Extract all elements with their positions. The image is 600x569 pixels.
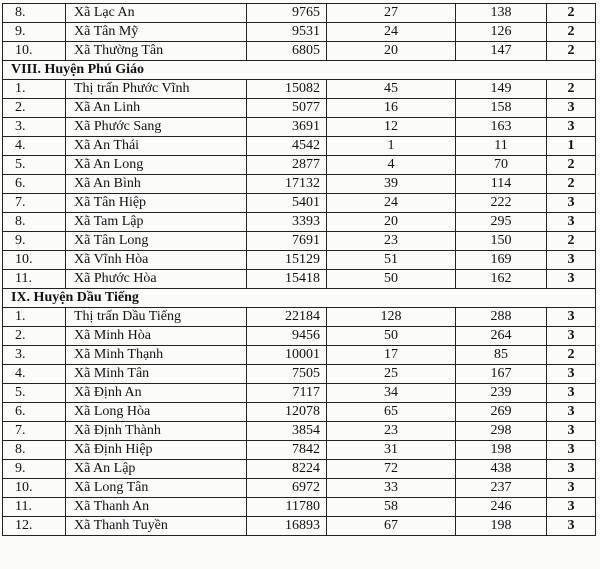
commune-name: Xã Định An: [66, 384, 247, 403]
value-col-2: 39: [327, 175, 456, 194]
value-col-3: 269: [456, 403, 547, 422]
table-row: [3, 99, 596, 118]
value-col-3: 70: [456, 156, 547, 175]
value-col-3: 114: [456, 175, 547, 194]
category-col: 3: [547, 441, 596, 460]
value-col-2: 23: [327, 232, 456, 251]
value-col-3: 298: [456, 422, 547, 441]
value-col-1: 10001: [247, 346, 327, 365]
row-number: 11.: [3, 498, 66, 517]
table-row: [3, 403, 596, 422]
value-col-2: 67: [327, 517, 456, 536]
row-number: 10.: [3, 42, 66, 61]
category-col: 2: [547, 4, 596, 23]
row-number: 1.: [3, 80, 66, 99]
section-title: IX. Huyện Dầu Tiếng: [3, 289, 596, 308]
commune-name: Xã Tân Long: [66, 232, 247, 251]
row-number: 9.: [3, 460, 66, 479]
commune-name: Thị trấn Dầu Tiếng: [66, 308, 247, 327]
value-col-2: 1: [327, 137, 456, 156]
value-col-3: 147: [456, 42, 547, 61]
row-number: 8.: [3, 441, 66, 460]
value-col-1: 3393: [247, 213, 327, 232]
commune-name: Xã An Bình: [66, 175, 247, 194]
value-col-3: 239: [456, 384, 547, 403]
value-col-3: 169: [456, 251, 547, 270]
value-col-1: 6805: [247, 42, 327, 61]
value-col-2: 25: [327, 365, 456, 384]
value-col-3: 11: [456, 137, 547, 156]
table-row: [3, 251, 596, 270]
row-number: 2.: [3, 327, 66, 346]
row-number: 6.: [3, 403, 66, 422]
value-col-2: 24: [327, 23, 456, 42]
row-number: 10.: [3, 251, 66, 270]
value-col-1: 9765: [247, 4, 327, 23]
table-row: [3, 80, 596, 99]
value-col-1: 7117: [247, 384, 327, 403]
table-body: [3, 4, 596, 536]
table-row: [3, 327, 596, 346]
value-col-1: 3854: [247, 422, 327, 441]
row-number: 9.: [3, 232, 66, 251]
value-col-3: 237: [456, 479, 547, 498]
value-col-1: 7505: [247, 365, 327, 384]
table-row: [3, 42, 596, 61]
commune-name: Xã Long Tân: [66, 479, 247, 498]
category-col: 3: [547, 213, 596, 232]
row-number: 8.: [3, 4, 66, 23]
row-number: 3.: [3, 118, 66, 137]
commune-name: Xã Tân Hiệp: [66, 194, 247, 213]
commune-name: Xã An Linh: [66, 99, 247, 118]
row-number: 8.: [3, 213, 66, 232]
category-col: 2: [547, 175, 596, 194]
value-col-2: 20: [327, 213, 456, 232]
table-row: [3, 479, 596, 498]
row-number: 2.: [3, 99, 66, 118]
category-col: 3: [547, 327, 596, 346]
value-col-3: 162: [456, 270, 547, 289]
value-col-3: 85: [456, 346, 547, 365]
value-col-3: 149: [456, 80, 547, 99]
category-col: 3: [547, 194, 596, 213]
table-row: [3, 517, 596, 536]
row-number: 1.: [3, 308, 66, 327]
category-col: 3: [547, 479, 596, 498]
row-number: 10.: [3, 479, 66, 498]
value-col-3: 222: [456, 194, 547, 213]
table-row: [3, 308, 596, 327]
commune-name: Xã Định Hiệp: [66, 441, 247, 460]
value-col-1: 4542: [247, 137, 327, 156]
value-col-2: 50: [327, 327, 456, 346]
table-row: [3, 175, 596, 194]
category-col: 3: [547, 270, 596, 289]
category-col: 3: [547, 384, 596, 403]
value-col-1: 15082: [247, 80, 327, 99]
value-col-3: 126: [456, 23, 547, 42]
value-col-2: 58: [327, 498, 456, 517]
category-col: 3: [547, 99, 596, 118]
table-row: [3, 118, 596, 137]
category-col: 3: [547, 498, 596, 517]
row-number: 9.: [3, 23, 66, 42]
commune-name: Thị trấn Phước Vĩnh: [66, 80, 247, 99]
value-col-1: 5077: [247, 99, 327, 118]
value-col-1: 2877: [247, 156, 327, 175]
row-number: 3.: [3, 346, 66, 365]
value-col-2: 72: [327, 460, 456, 479]
row-number: 7.: [3, 422, 66, 441]
commune-name: Xã Phước Hòa: [66, 270, 247, 289]
value-col-2: 34: [327, 384, 456, 403]
value-col-1: 5401: [247, 194, 327, 213]
commune-name: Xã Lạc An: [66, 4, 247, 23]
value-col-2: 16: [327, 99, 456, 118]
value-col-3: 167: [456, 365, 547, 384]
value-col-3: 150: [456, 232, 547, 251]
value-col-2: 33: [327, 479, 456, 498]
value-col-3: 264: [456, 327, 547, 346]
value-col-3: 158: [456, 99, 547, 118]
category-col: 2: [547, 156, 596, 175]
value-col-2: 17: [327, 346, 456, 365]
value-col-1: 11780: [247, 498, 327, 517]
commune-name: Xã Thanh An: [66, 498, 247, 517]
section-header-row: [3, 289, 596, 308]
value-col-3: 295: [456, 213, 547, 232]
category-col: 2: [547, 42, 596, 61]
commune-name: Xã Phước Sang: [66, 118, 247, 137]
value-col-1: 7691: [247, 232, 327, 251]
row-number: 6.: [3, 175, 66, 194]
value-col-1: 22184: [247, 308, 327, 327]
commune-name: Xã Định Thành: [66, 422, 247, 441]
value-col-2: 31: [327, 441, 456, 460]
commune-name: Xã Long Hòa: [66, 403, 247, 422]
value-col-2: 4: [327, 156, 456, 175]
value-col-2: 12: [327, 118, 456, 137]
value-col-1: 3691: [247, 118, 327, 137]
commune-name: Xã An Thái: [66, 137, 247, 156]
category-col: 1: [547, 137, 596, 156]
category-col: 3: [547, 517, 596, 536]
table-row: [3, 498, 596, 517]
commune-name: Xã An Long: [66, 156, 247, 175]
section-header-row: [3, 61, 596, 80]
category-col: 3: [547, 308, 596, 327]
row-number: 5.: [3, 156, 66, 175]
category-col: 3: [547, 403, 596, 422]
commune-name: Xã Thanh Tuyền: [66, 517, 247, 536]
section-title: VIII. Huyện Phú Giáo: [3, 61, 596, 80]
table-row: [3, 23, 596, 42]
table-row: [3, 232, 596, 251]
value-col-2: 65: [327, 403, 456, 422]
table-row: [3, 156, 596, 175]
category-col: 2: [547, 346, 596, 365]
value-col-1: 15418: [247, 270, 327, 289]
table-row: [3, 346, 596, 365]
value-col-1: 6972: [247, 479, 327, 498]
table-row: [3, 384, 596, 403]
value-col-1: 9456: [247, 327, 327, 346]
value-col-1: 7842: [247, 441, 327, 460]
table-row: [3, 422, 596, 441]
category-col: 3: [547, 365, 596, 384]
value-col-2: 51: [327, 251, 456, 270]
table-row: [3, 460, 596, 479]
table-row: [3, 4, 596, 23]
value-col-2: 50: [327, 270, 456, 289]
value-col-2: 23: [327, 422, 456, 441]
value-col-3: 438: [456, 460, 547, 479]
value-col-3: 138: [456, 4, 547, 23]
row-number: 11.: [3, 270, 66, 289]
table-row: [3, 441, 596, 460]
table-row: [3, 194, 596, 213]
row-number: 4.: [3, 365, 66, 384]
value-col-1: 16893: [247, 517, 327, 536]
row-number: 5.: [3, 384, 66, 403]
category-col: 2: [547, 23, 596, 42]
category-col: 2: [547, 232, 596, 251]
commune-name: Xã Vĩnh Hòa: [66, 251, 247, 270]
category-col: 3: [547, 422, 596, 441]
commune-name: Xã An Lập: [66, 460, 247, 479]
value-col-2: 45: [327, 80, 456, 99]
commune-table: [2, 3, 596, 536]
value-col-1: 9531: [247, 23, 327, 42]
table-row: [3, 365, 596, 384]
category-col: 3: [547, 118, 596, 137]
value-col-2: 128: [327, 308, 456, 327]
value-col-1: 8224: [247, 460, 327, 479]
commune-name: Xã Tân Mỹ: [66, 23, 247, 42]
value-col-1: 17132: [247, 175, 327, 194]
category-col: 3: [547, 251, 596, 270]
commune-name: Xã Minh Tân: [66, 365, 247, 384]
value-col-2: 24: [327, 194, 456, 213]
row-number: 12.: [3, 517, 66, 536]
table-row: [3, 213, 596, 232]
value-col-3: 246: [456, 498, 547, 517]
row-number: 7.: [3, 194, 66, 213]
value-col-2: 20: [327, 42, 456, 61]
category-col: 2: [547, 80, 596, 99]
commune-name: Xã Tam Lập: [66, 213, 247, 232]
row-number: 4.: [3, 137, 66, 156]
value-col-3: 163: [456, 118, 547, 137]
value-col-3: 288: [456, 308, 547, 327]
value-col-1: 15129: [247, 251, 327, 270]
value-col-3: 198: [456, 517, 547, 536]
commune-name: Xã Minh Thạnh: [66, 346, 247, 365]
value-col-1: 12078: [247, 403, 327, 422]
commune-name: Xã Minh Hòa: [66, 327, 247, 346]
table-row: [3, 270, 596, 289]
value-col-2: 27: [327, 4, 456, 23]
category-col: 3: [547, 460, 596, 479]
commune-name: Xã Thường Tân: [66, 42, 247, 61]
table-row: [3, 137, 596, 156]
value-col-3: 198: [456, 441, 547, 460]
